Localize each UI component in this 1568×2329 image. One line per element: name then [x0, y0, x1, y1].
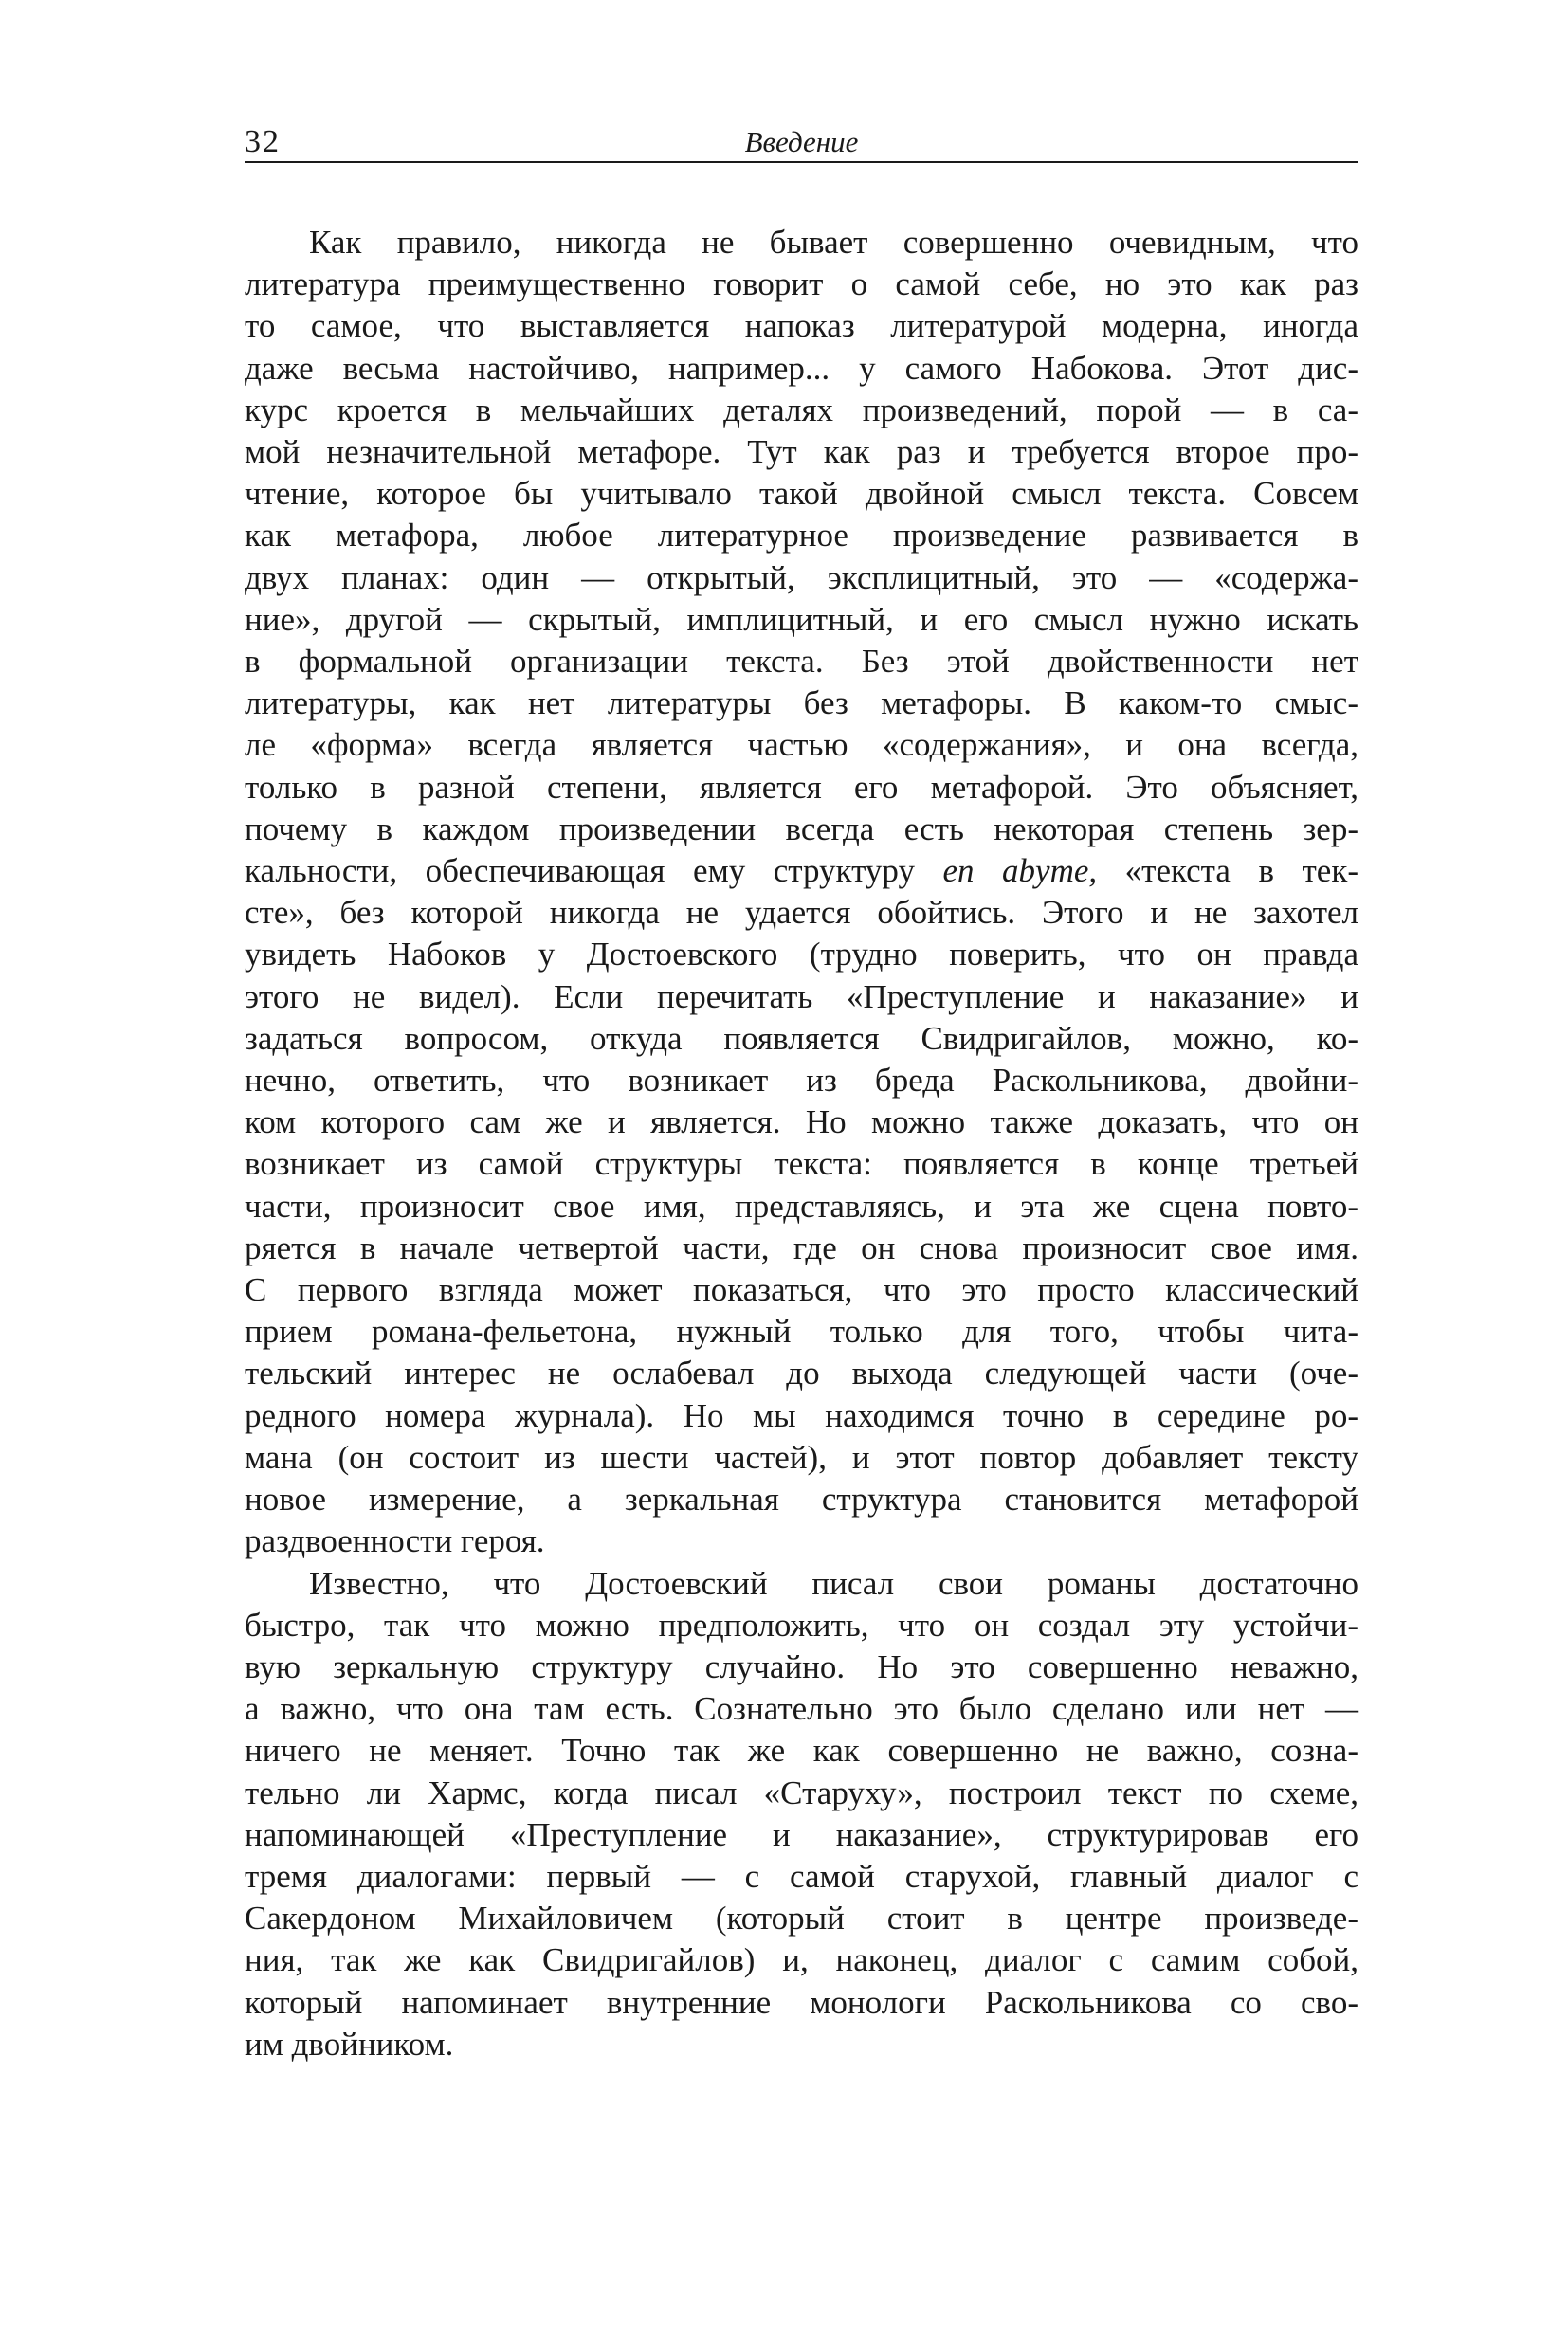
- text-line: литература преимущественно говорит о самой себе, но это как раз: [245, 265, 1358, 303]
- text-line: мана (он состоит из шести частей), и этот повтор добавляет тексту: [245, 1438, 1358, 1476]
- text-line: прием романа-фельетона, нужный только для того, чтобы чита-: [245, 1313, 1358, 1351]
- text-line: почему в каждом произведении всегда есть некоторая степень зер-: [245, 810, 1358, 847]
- text-line: курс кроется в мельчайших деталях произведений, порой — в са-: [245, 391, 1358, 428]
- paragraph-1: [245, 222, 1358, 1563]
- text-line: даже весьма настойчиво, например... у самого Набокова. Этот дис-: [245, 349, 1358, 387]
- text-line: мой незначительной метафоре. Тут как раз и требуется второе про-: [245, 433, 1358, 471]
- text-line: этого не видел). Если перечитать «Преступление и наказание» и: [245, 977, 1358, 1015]
- text-line: быстро, так что можно предположить, что он создал эту устойчи-: [245, 1606, 1358, 1644]
- text-line: задаться вопросом, откуда появляется Свидригайлов, можно, ко-: [245, 1019, 1358, 1057]
- text-line: ряется в начале четвертой части, где он снова произносит свое имя.: [245, 1228, 1358, 1266]
- text-line: части, произносит свое имя, представляясь, и эта же сцена повто-: [245, 1187, 1358, 1225]
- text-line: раздвоенности героя.: [245, 1522, 545, 1560]
- text-line: а важно, что она там есть. Сознательно это было сделано или нет —: [245, 1690, 1358, 1728]
- text-line: нечно, ответить, что возникает из бреда Раскольникова, двойни-: [245, 1062, 1358, 1100]
- header-rule: [245, 161, 1358, 163]
- text-line: только в разной степени, является его метафорой. Это объясняет,: [245, 768, 1358, 806]
- page-header: [245, 121, 1358, 163]
- text-line: им двойником.: [245, 2025, 454, 2063]
- text-line: Как правило, никогда не бывает совершенно очевидным, что: [309, 224, 1358, 261]
- text-line: тельно ли Хармс, когда писал «Старуху», построил текст по схеме,: [245, 1774, 1358, 1811]
- text-segment: кальности, обеспечивающая ему структуру: [245, 852, 943, 890]
- text-line: тремя диалогами: первый — с самой старухой, главный диалог с: [245, 1857, 1358, 1895]
- text-line: напоминающей «Преступление и наказание», структурировав его: [245, 1815, 1358, 1853]
- text-line: ле «форма» всегда является частью «содержания», и она всегда,: [245, 726, 1358, 764]
- text-line: ние», другой — скрытый, имплицитный, и его смысл нужно искать: [245, 600, 1358, 638]
- text-line: то самое, что выставляется напоказ литературой модерна, иногда: [245, 307, 1358, 345]
- text-line: ком которого сам же и является. Но можно также доказать, что он: [245, 1103, 1358, 1141]
- text-line-with-italic: [245, 850, 1358, 892]
- text-line: ничего не меняет. Точно так же как совершенно не важно, созна-: [245, 1732, 1358, 1770]
- text-line: литературы, как нет литературы без метафоры. В каком-то смыс-: [245, 684, 1358, 722]
- text-line: увидеть Набоков у Достоевского (трудно поверить, что он правда: [245, 936, 1358, 973]
- text-line: вую зеркальную структуру случайно. Но это совершенно неважно,: [245, 1647, 1358, 1685]
- text-line: С первого взгляда может показаться, что это просто классический: [245, 1271, 1358, 1309]
- paragraph-2: [245, 1563, 1358, 2065]
- text-line: возникает из самой структуры текста: появляется в конце третьей: [245, 1145, 1358, 1183]
- text-line: двух планах: один — открытый, эксплицитный, это — «содержа-: [245, 558, 1358, 596]
- text-line: в формальной организации текста. Без этой двойственности нет: [245, 643, 1358, 681]
- text-segment: «текста в тек-: [1097, 852, 1358, 890]
- text-line: новое измерение, а зеркальная структура становится метафорой: [245, 1481, 1358, 1519]
- text-line: Сакердоном Михайловичем (который стоит в центре произведе-: [245, 1900, 1358, 1938]
- text-line: чтение, которое бы учитывало такой двойной смысл текста. Совсем: [245, 475, 1358, 513]
- page-number: 32: [245, 124, 281, 159]
- text-line: сте», без которой никогда не удается обойтись. Этого и не захотел: [245, 894, 1358, 932]
- text-line: который напоминает внутренние монологи Раскольникова со сво-: [245, 1983, 1358, 2021]
- text-line: ния, так же как Свидригайлов) и, наконец, диалог с самим собой,: [245, 1941, 1358, 1979]
- running-head: Введение: [744, 125, 859, 158]
- text-line: редного номера журнала). Но мы находимся точно в середине ро-: [245, 1396, 1358, 1434]
- italic-term: en abyme,: [942, 852, 1098, 890]
- body-text: [245, 222, 1358, 2065]
- text-line: тельский интерес не ослабевал до выхода следующей части (оче-: [245, 1355, 1358, 1392]
- text-line: Известно, что Достоевский писал свои романы достаточно: [309, 1564, 1358, 1602]
- text-line: как метафора, любое литературное произведение развивается в: [245, 517, 1358, 555]
